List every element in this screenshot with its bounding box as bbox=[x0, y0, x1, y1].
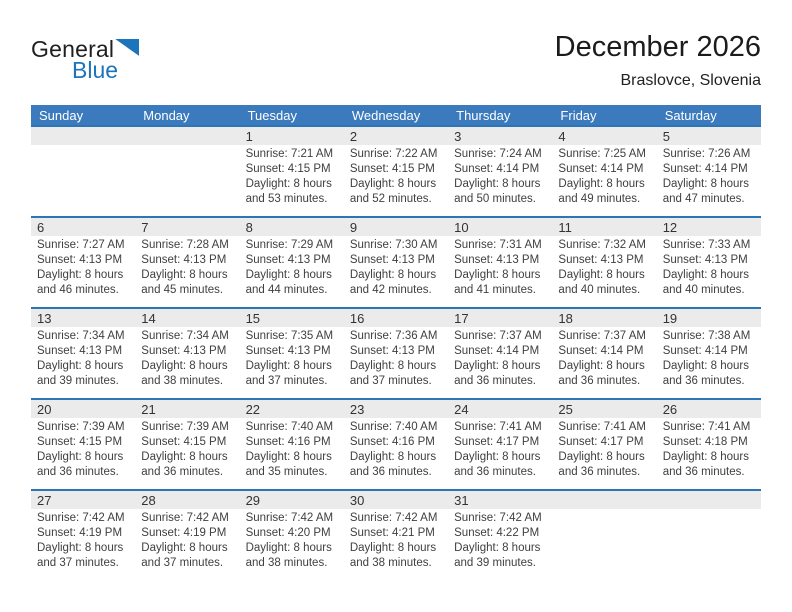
sunrise-text: Sunrise: 7:30 AM bbox=[349, 239, 438, 251]
daylight-text-line1: Daylight: 8 hours bbox=[454, 542, 541, 554]
day-cell bbox=[240, 145, 344, 207]
day-number: 10 bbox=[454, 219, 469, 235]
daylight-text-line1: Daylight: 8 hours bbox=[558, 178, 645, 190]
sunrise-text: Sunrise: 7:42 AM bbox=[245, 512, 334, 524]
daylight-text-line2: and 37 minutes. bbox=[245, 375, 328, 387]
sunrise-text: Sunrise: 7:42 AM bbox=[454, 512, 542, 524]
daylight-text-line2: and 36 minutes. bbox=[37, 466, 119, 478]
daylight-text-line2: and 45 minutes. bbox=[141, 284, 224, 296]
sunrise-text: Sunrise: 7:42 AM bbox=[37, 512, 125, 524]
sunrise-text: Sunrise: 7:22 AM bbox=[349, 148, 438, 160]
daylight-text-line1: Daylight: 8 hours bbox=[662, 360, 749, 372]
sunset-text: Sunset: 4:14 PM bbox=[558, 345, 644, 357]
daylight-text-line2: and 37 minutes. bbox=[141, 557, 224, 569]
daylight-text-line1: Daylight: 8 hours bbox=[349, 178, 437, 190]
day-number: 8 bbox=[245, 219, 253, 235]
sunrise-text: Sunrise: 7:42 AM bbox=[349, 512, 438, 524]
sunrise-text: Sunrise: 7:26 AM bbox=[662, 148, 751, 160]
sunrise-text: Sunrise: 7:41 AM bbox=[662, 421, 751, 433]
day-cell bbox=[31, 509, 135, 571]
daylight-text-line2: and 36 minutes. bbox=[662, 466, 745, 478]
day-number-strip bbox=[31, 491, 761, 509]
sunrise-text: Sunrise: 7:29 AM bbox=[245, 239, 334, 251]
sunset-text: Sunset: 4:20 PM bbox=[245, 527, 331, 539]
sunset-text: Sunset: 4:15 PM bbox=[349, 163, 435, 175]
day-cell bbox=[344, 236, 448, 298]
daylight-text-line2: and 46 minutes. bbox=[37, 284, 119, 296]
day-cell bbox=[31, 418, 135, 480]
daylight-text-line2: and 35 minutes. bbox=[245, 466, 328, 478]
day-number: 20 bbox=[37, 401, 52, 417]
sunset-text: Sunset: 4:19 PM bbox=[141, 527, 227, 539]
sunset-text: Sunset: 4:14 PM bbox=[662, 345, 748, 357]
sunset-text: Sunset: 4:15 PM bbox=[245, 163, 331, 175]
daylight-text-line2: and 40 minutes. bbox=[558, 284, 641, 296]
sunset-text: Sunset: 4:13 PM bbox=[558, 254, 644, 266]
sunrise-text: Sunrise: 7:24 AM bbox=[454, 148, 542, 160]
week-row bbox=[31, 398, 761, 489]
daylight-text-line2: and 38 minutes. bbox=[141, 375, 224, 387]
day-number: 29 bbox=[245, 492, 261, 508]
daylight-text-line2: and 38 minutes. bbox=[349, 557, 432, 569]
daylight-text-line1: Daylight: 8 hours bbox=[245, 451, 332, 463]
daylight-text-line1: Daylight: 8 hours bbox=[454, 451, 541, 463]
day-cell bbox=[344, 418, 448, 480]
sunrise-text: Sunrise: 7:33 AM bbox=[662, 239, 751, 251]
page-location: Braslovce, Slovenia bbox=[620, 72, 761, 89]
daylight-text-line2: and 37 minutes. bbox=[37, 557, 119, 569]
day-cell bbox=[135, 509, 239, 571]
day-number: 26 bbox=[662, 401, 678, 417]
sunset-text: Sunset: 4:21 PM bbox=[349, 527, 435, 539]
daylight-text-line1: Daylight: 8 hours bbox=[141, 360, 228, 372]
day-number-strip bbox=[31, 127, 761, 145]
week-body bbox=[31, 145, 761, 207]
day-cell bbox=[240, 236, 344, 298]
daylight-text-line1: Daylight: 8 hours bbox=[37, 542, 124, 554]
daylight-text-line2: and 49 minutes. bbox=[558, 193, 641, 205]
day-number: 2 bbox=[349, 128, 358, 144]
daylight-text-line2: and 36 minutes. bbox=[141, 466, 224, 478]
day-number: 13 bbox=[37, 310, 52, 326]
weekday-header-monday: Monday bbox=[143, 107, 190, 123]
sunrise-text: Sunrise: 7:39 AM bbox=[37, 421, 125, 433]
sunrise-text: Sunrise: 7:36 AM bbox=[349, 330, 438, 342]
daylight-text-line1: Daylight: 8 hours bbox=[558, 269, 645, 281]
page-title: December 2026 bbox=[554, 31, 761, 63]
daylight-text-line2: and 36 minutes. bbox=[349, 466, 432, 478]
day-number: 25 bbox=[558, 401, 573, 417]
calendar-body bbox=[31, 125, 761, 580]
day-number: 7 bbox=[141, 219, 149, 235]
weekday-header-tuesday: Tuesday bbox=[247, 107, 297, 123]
day-number: 16 bbox=[349, 310, 365, 326]
daylight-text-line2: and 41 minutes. bbox=[454, 284, 536, 296]
sunset-text: Sunset: 4:13 PM bbox=[349, 345, 435, 357]
sunset-text: Sunset: 4:13 PM bbox=[349, 254, 435, 266]
day-cell bbox=[135, 418, 239, 480]
sunset-text: Sunset: 4:15 PM bbox=[37, 436, 123, 448]
day-number: 19 bbox=[662, 310, 678, 326]
day-cell bbox=[552, 145, 656, 207]
day-number: 18 bbox=[558, 310, 573, 326]
daylight-text-line1: Daylight: 8 hours bbox=[245, 178, 332, 190]
day-cell bbox=[657, 418, 761, 480]
sunset-text: Sunset: 4:19 PM bbox=[37, 527, 123, 539]
day-cell bbox=[552, 236, 656, 298]
sunset-text: Sunset: 4:14 PM bbox=[662, 163, 748, 175]
weekday-header-thursday: Thursday bbox=[456, 107, 511, 123]
day-cell bbox=[448, 236, 552, 298]
daylight-text-line2: and 47 minutes. bbox=[662, 193, 745, 205]
daylight-text-line1: Daylight: 8 hours bbox=[662, 178, 749, 190]
daylight-text-line2: and 42 minutes. bbox=[349, 284, 432, 296]
weekday-header-saturday: Saturday bbox=[664, 107, 717, 123]
sunrise-text: Sunrise: 7:40 AM bbox=[245, 421, 334, 433]
day-number: 6 bbox=[37, 219, 45, 235]
week-body bbox=[31, 509, 761, 571]
sunrise-text: Sunrise: 7:37 AM bbox=[558, 330, 646, 342]
sunrise-text: Sunrise: 7:28 AM bbox=[141, 239, 229, 251]
daylight-text-line2: and 36 minutes. bbox=[558, 466, 641, 478]
sunset-text: Sunset: 4:13 PM bbox=[454, 254, 540, 266]
week-row bbox=[31, 125, 761, 216]
sunset-text: Sunset: 4:13 PM bbox=[141, 345, 227, 357]
sunset-text: Sunset: 4:13 PM bbox=[37, 345, 123, 357]
daylight-text-line1: Daylight: 8 hours bbox=[37, 269, 124, 281]
sunset-text: Sunset: 4:13 PM bbox=[245, 345, 331, 357]
sunset-text: Sunset: 4:15 PM bbox=[141, 436, 227, 448]
day-number-strip bbox=[31, 400, 761, 418]
daylight-text-line2: and 39 minutes. bbox=[37, 375, 119, 387]
day-cell bbox=[31, 327, 135, 389]
sunrise-text: Sunrise: 7:41 AM bbox=[558, 421, 646, 433]
daylight-text-line1: Daylight: 8 hours bbox=[349, 360, 437, 372]
sunset-text: Sunset: 4:16 PM bbox=[349, 436, 435, 448]
day-number: 5 bbox=[662, 128, 670, 144]
sunrise-text: Sunrise: 7:32 AM bbox=[558, 239, 646, 251]
day-number: 21 bbox=[141, 401, 156, 417]
day-cell bbox=[552, 418, 656, 480]
weekday-header-friday: Friday bbox=[560, 107, 597, 123]
weekday-header-wednesday: Wednesday bbox=[351, 107, 421, 123]
daylight-text-line1: Daylight: 8 hours bbox=[454, 360, 541, 372]
daylight-text-line1: Daylight: 8 hours bbox=[349, 269, 437, 281]
week-body bbox=[31, 418, 761, 480]
daylight-text-line2: and 40 minutes. bbox=[662, 284, 745, 296]
daylight-text-line1: Daylight: 8 hours bbox=[245, 360, 332, 372]
sunset-text: Sunset: 4:18 PM bbox=[662, 436, 748, 448]
empty-day-cell bbox=[657, 509, 761, 571]
daylight-text-line1: Daylight: 8 hours bbox=[349, 542, 437, 554]
daylight-text-line2: and 53 minutes. bbox=[245, 193, 328, 205]
sunset-text: Sunset: 4:17 PM bbox=[558, 436, 644, 448]
week-row bbox=[31, 307, 761, 398]
day-number: 30 bbox=[349, 492, 365, 508]
daylight-text-line1: Daylight: 8 hours bbox=[37, 360, 124, 372]
logo-text-general: General bbox=[31, 36, 115, 62]
day-number: 14 bbox=[141, 310, 156, 326]
daylight-text-line2: and 36 minutes. bbox=[662, 375, 745, 387]
daylight-text-line2: and 37 minutes. bbox=[349, 375, 432, 387]
day-cell bbox=[31, 236, 135, 298]
day-cell bbox=[240, 418, 344, 480]
empty-day-cell bbox=[135, 145, 239, 207]
daylight-text-line1: Daylight: 8 hours bbox=[558, 451, 645, 463]
general-blue-logo bbox=[31, 38, 161, 100]
daylight-text-line1: Daylight: 8 hours bbox=[245, 542, 332, 554]
daylight-text-line1: Daylight: 8 hours bbox=[558, 360, 645, 372]
daylight-text-line1: Daylight: 8 hours bbox=[141, 542, 228, 554]
day-number: 1 bbox=[245, 128, 253, 144]
empty-day-cell bbox=[31, 145, 135, 207]
day-number: 17 bbox=[454, 310, 469, 326]
sunrise-text: Sunrise: 7:34 AM bbox=[37, 330, 125, 342]
sunrise-text: Sunrise: 7:27 AM bbox=[37, 239, 125, 251]
weekday-header-row bbox=[31, 105, 761, 125]
sunrise-text: Sunrise: 7:21 AM bbox=[245, 148, 334, 160]
daylight-text-line1: Daylight: 8 hours bbox=[454, 269, 541, 281]
sunrise-text: Sunrise: 7:41 AM bbox=[454, 421, 542, 433]
sunrise-text: Sunrise: 7:38 AM bbox=[662, 330, 751, 342]
weekday-header-sunday: Sunday bbox=[39, 107, 84, 123]
day-cell bbox=[657, 236, 761, 298]
day-number: 22 bbox=[245, 401, 261, 417]
day-cell bbox=[657, 327, 761, 389]
logo-triangle-icon bbox=[115, 39, 139, 56]
daylight-text-line1: Daylight: 8 hours bbox=[454, 178, 541, 190]
sunrise-text: Sunrise: 7:31 AM bbox=[454, 239, 542, 251]
day-cell bbox=[344, 145, 448, 207]
week-body bbox=[31, 236, 761, 298]
daylight-text-line1: Daylight: 8 hours bbox=[662, 451, 749, 463]
daylight-text-line2: and 44 minutes. bbox=[245, 284, 328, 296]
sunset-text: Sunset: 4:14 PM bbox=[558, 163, 644, 175]
daylight-text-line1: Daylight: 8 hours bbox=[245, 269, 332, 281]
sunset-text: Sunset: 4:16 PM bbox=[245, 436, 331, 448]
daylight-text-line2: and 52 minutes. bbox=[349, 193, 432, 205]
week-row bbox=[31, 489, 761, 580]
daylight-text-line1: Daylight: 8 hours bbox=[141, 269, 228, 281]
day-cell bbox=[240, 509, 344, 571]
sunrise-text: Sunrise: 7:25 AM bbox=[558, 148, 646, 160]
day-number-strip bbox=[31, 218, 761, 236]
sunset-text: Sunset: 4:13 PM bbox=[141, 254, 227, 266]
day-number: 28 bbox=[141, 492, 156, 508]
day-cell bbox=[448, 145, 552, 207]
day-cell bbox=[240, 327, 344, 389]
logo-text-blue: Blue bbox=[72, 57, 119, 83]
calendar-table bbox=[31, 105, 761, 580]
day-number: 15 bbox=[245, 310, 261, 326]
daylight-text-line2: and 36 minutes. bbox=[454, 375, 536, 387]
day-cell bbox=[344, 509, 448, 571]
sunset-text: Sunset: 4:14 PM bbox=[454, 163, 540, 175]
day-number: 24 bbox=[454, 401, 469, 417]
daylight-text-line2: and 39 minutes. bbox=[454, 557, 536, 569]
day-cell bbox=[448, 327, 552, 389]
sunrise-text: Sunrise: 7:34 AM bbox=[141, 330, 229, 342]
day-number: 12 bbox=[662, 219, 678, 235]
week-row bbox=[31, 216, 761, 307]
day-cell bbox=[657, 145, 761, 207]
sunset-text: Sunset: 4:14 PM bbox=[454, 345, 540, 357]
sunrise-text: Sunrise: 7:42 AM bbox=[141, 512, 229, 524]
day-number: 31 bbox=[454, 492, 469, 508]
sunset-text: Sunset: 4:17 PM bbox=[454, 436, 540, 448]
day-cell bbox=[448, 509, 552, 571]
day-cell bbox=[552, 327, 656, 389]
sunset-text: Sunset: 4:13 PM bbox=[37, 254, 123, 266]
sunset-text: Sunset: 4:13 PM bbox=[662, 254, 748, 266]
daylight-text-line2: and 36 minutes. bbox=[454, 466, 536, 478]
day-number: 23 bbox=[349, 401, 365, 417]
day-number: 3 bbox=[454, 128, 462, 144]
sunrise-text: Sunrise: 7:37 AM bbox=[454, 330, 542, 342]
sunrise-text: Sunrise: 7:35 AM bbox=[245, 330, 334, 342]
daylight-text-line2: and 36 minutes. bbox=[558, 375, 641, 387]
empty-day-cell bbox=[552, 509, 656, 571]
week-body bbox=[31, 327, 761, 389]
day-number: 11 bbox=[558, 219, 572, 235]
daylight-text-line1: Daylight: 8 hours bbox=[37, 451, 124, 463]
day-number: 4 bbox=[558, 128, 566, 144]
sunrise-text: Sunrise: 7:39 AM bbox=[141, 421, 229, 433]
daylight-text-line1: Daylight: 8 hours bbox=[662, 269, 749, 281]
sunset-text: Sunset: 4:13 PM bbox=[245, 254, 331, 266]
day-cell bbox=[448, 418, 552, 480]
day-cell bbox=[344, 327, 448, 389]
day-number: 9 bbox=[349, 219, 358, 235]
daylight-text-line1: Daylight: 8 hours bbox=[349, 451, 437, 463]
sunset-text: Sunset: 4:22 PM bbox=[454, 527, 540, 539]
day-cell bbox=[135, 327, 239, 389]
sunrise-text: Sunrise: 7:40 AM bbox=[349, 421, 438, 433]
daylight-text-line2: and 50 minutes. bbox=[454, 193, 536, 205]
daylight-text-line2: and 38 minutes. bbox=[245, 557, 328, 569]
daylight-text-line1: Daylight: 8 hours bbox=[141, 451, 228, 463]
day-number-strip bbox=[31, 309, 761, 327]
day-cell bbox=[135, 236, 239, 298]
day-number: 27 bbox=[37, 492, 52, 508]
